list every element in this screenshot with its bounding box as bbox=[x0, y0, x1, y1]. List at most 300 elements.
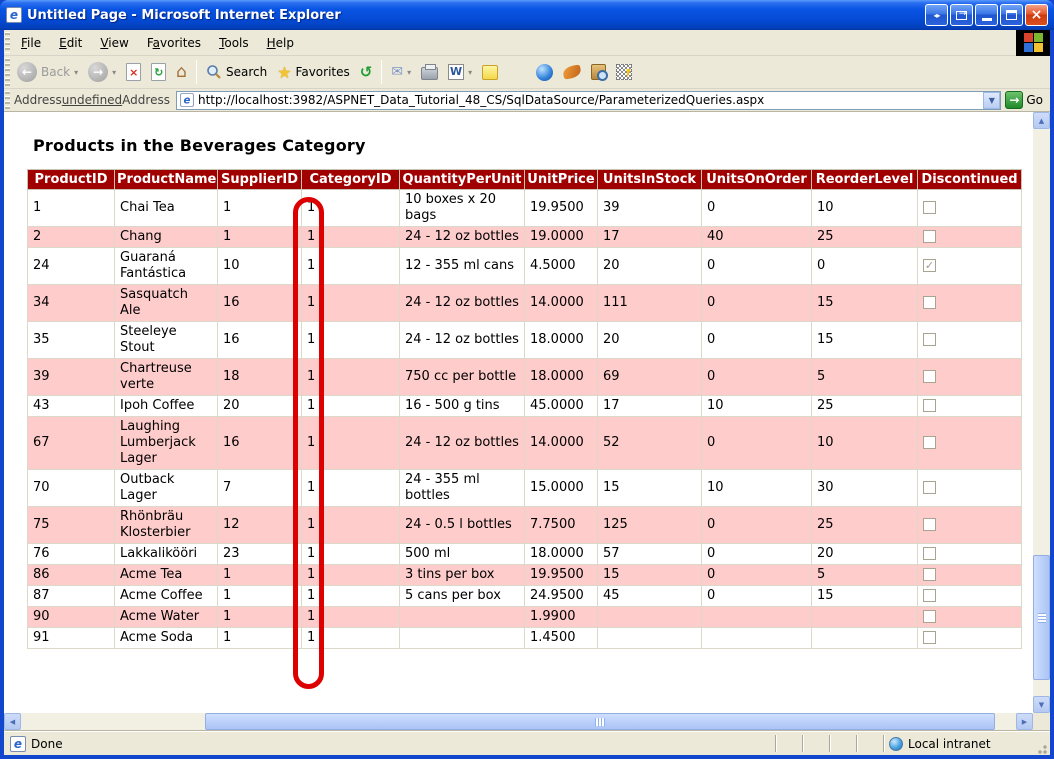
close-button[interactable] bbox=[1025, 4, 1048, 26]
table-cell: Sasquatch Ale bbox=[115, 285, 218, 322]
window-title: Untitled Page - Microsoft Internet Explorer bbox=[27, 7, 341, 23]
discontinued-checkbox bbox=[923, 481, 936, 494]
status-page-icon: e bbox=[10, 736, 26, 752]
table-cell: 0 bbox=[702, 417, 812, 470]
table-cell: 5 bbox=[812, 359, 918, 396]
table-cell bbox=[812, 628, 918, 649]
table-cell: 18 bbox=[218, 359, 302, 396]
favorites-label: Favorites bbox=[295, 65, 350, 79]
table-cell: 0 bbox=[702, 565, 812, 586]
menu-item-help[interactable]: Help bbox=[266, 35, 295, 50]
menu-item-view[interactable]: View bbox=[100, 35, 129, 50]
table-row bbox=[28, 396, 1022, 417]
research-button[interactable] bbox=[586, 61, 611, 83]
status-pane bbox=[832, 735, 855, 752]
table-cell: 10 bbox=[218, 248, 302, 285]
discontinued-checkbox bbox=[923, 333, 936, 346]
menu-item-favorites[interactable]: Favorites bbox=[146, 35, 202, 50]
table-cell bbox=[702, 628, 812, 649]
menu-item-file[interactable]: File bbox=[21, 35, 42, 50]
word-icon: W bbox=[450, 65, 463, 78]
search-icon bbox=[206, 64, 222, 80]
table-row bbox=[28, 190, 1022, 227]
discontinued-checkbox bbox=[923, 436, 936, 449]
discontinued-checkbox-checked: ✓ bbox=[924, 259, 935, 272]
search-label: Search bbox=[225, 65, 268, 79]
table-cell: 1 bbox=[218, 190, 302, 227]
table-cell: 1 bbox=[302, 544, 400, 565]
left-right-arrows-icon: ◂▸ bbox=[933, 10, 940, 20]
table-cell: 24 - 355 ml bottles bbox=[400, 470, 525, 507]
addon-button[interactable] bbox=[558, 63, 586, 81]
table-cell: 1 bbox=[302, 359, 400, 396]
discontinued-checkbox bbox=[923, 370, 936, 383]
status-text: Done bbox=[31, 736, 63, 751]
discontinued-checkbox bbox=[923, 230, 936, 243]
table-cell: 67 bbox=[28, 417, 115, 470]
table-cell bbox=[918, 586, 1022, 607]
table-cell: 18.0000 bbox=[525, 322, 598, 359]
table-cell: 1 bbox=[302, 322, 400, 359]
discontinued-checkbox bbox=[923, 518, 936, 531]
table-cell: 1 bbox=[302, 565, 400, 586]
scroll-left-button[interactable] bbox=[4, 713, 21, 730]
research-icon bbox=[591, 64, 606, 80]
table-cell: 57 bbox=[598, 544, 702, 565]
table-cell bbox=[918, 628, 1022, 649]
status-pane-separator bbox=[775, 735, 777, 752]
table-cell: 20 bbox=[598, 322, 702, 359]
mail-button[interactable] bbox=[386, 61, 416, 83]
status-pane-separator bbox=[883, 735, 885, 752]
table-cell: 1 bbox=[302, 586, 400, 607]
standard-toolbar bbox=[4, 56, 1050, 89]
table-cell: 0 bbox=[702, 248, 812, 285]
table-cell: 86 bbox=[28, 565, 115, 586]
column-header-productname: ProductName bbox=[115, 170, 218, 190]
menubar-grip[interactable] bbox=[5, 32, 10, 53]
table-cell: 1 bbox=[28, 190, 115, 227]
table-cell: 1 bbox=[218, 628, 302, 649]
status-pane-separator bbox=[829, 735, 831, 752]
table-cell: 24 bbox=[28, 248, 115, 285]
table-cell: 1 bbox=[302, 470, 400, 507]
discontinued-checkbox bbox=[923, 631, 936, 644]
home-icon: ⌂ bbox=[176, 62, 187, 82]
horizontal-scrollbar[interactable] bbox=[4, 713, 1050, 731]
favorites-star-icon: ★ bbox=[277, 62, 292, 82]
table-cell: 15 bbox=[598, 565, 702, 586]
table-cell: 0 bbox=[702, 544, 812, 565]
table-cell: 39 bbox=[28, 359, 115, 396]
table-cell: 24.9500 bbox=[525, 586, 598, 607]
table-row bbox=[28, 628, 1022, 649]
arrow-right-icon: ▶ bbox=[1021, 717, 1028, 726]
go-button[interactable] bbox=[1005, 91, 1047, 109]
table-cell: 10 bbox=[812, 417, 918, 470]
table-cell: 1 bbox=[302, 227, 400, 248]
table-cell: Rhönbräu Klosterbier bbox=[115, 507, 218, 544]
favorites-button[interactable] bbox=[272, 60, 355, 85]
table-cell: Acme Water bbox=[115, 607, 218, 628]
table-cell: 75 bbox=[28, 507, 115, 544]
status-pane bbox=[778, 735, 801, 752]
forward-icon: → bbox=[88, 62, 108, 82]
table-row bbox=[28, 248, 1022, 285]
pop-out-icon bbox=[956, 11, 967, 20]
table-cell: 2 bbox=[28, 227, 115, 248]
security-zone-icon bbox=[889, 737, 903, 751]
security-zone-label: Local intranet bbox=[908, 736, 991, 751]
table-cell bbox=[918, 248, 1022, 285]
table-cell: 20 bbox=[812, 544, 918, 565]
table-cell: 16 - 500 g tins bbox=[400, 396, 525, 417]
table-cell: 500 ml bbox=[400, 544, 525, 565]
table-cell: 1 bbox=[302, 417, 400, 470]
column-header-unitprice: UnitPrice bbox=[525, 170, 598, 190]
ie-page-icon: e bbox=[6, 7, 22, 23]
table-cell: 16 bbox=[218, 322, 302, 359]
table-cell: 0 bbox=[702, 285, 812, 322]
table-cell: 20 bbox=[598, 248, 702, 285]
table-cell: 750 cc per bottle bbox=[400, 359, 525, 396]
table-cell: 20 bbox=[218, 396, 302, 417]
scroll-up-button[interactable] bbox=[1033, 112, 1050, 129]
table-cell: 15 bbox=[812, 586, 918, 607]
table-cell: 10 bbox=[702, 396, 812, 417]
table-cell bbox=[918, 607, 1022, 628]
table-cell: 15.0000 bbox=[525, 470, 598, 507]
table-cell: 14.0000 bbox=[525, 285, 598, 322]
discuss-button[interactable] bbox=[477, 62, 503, 83]
go-label: Go bbox=[1026, 93, 1043, 107]
edit-dropdown-icon: ▾ bbox=[468, 67, 473, 77]
table-cell: 76 bbox=[28, 544, 115, 565]
table-cell: 1 bbox=[218, 227, 302, 248]
table-cell: 24 - 0.5 l bottles bbox=[400, 507, 525, 544]
status-pane bbox=[805, 735, 828, 752]
developer-tool-button[interactable] bbox=[611, 61, 637, 83]
table-row bbox=[28, 565, 1022, 586]
scrollbar-corner bbox=[1033, 713, 1050, 731]
table-cell: 5 cans per box bbox=[400, 586, 525, 607]
discontinued-checkbox bbox=[923, 568, 936, 581]
table-cell: 10 bbox=[812, 190, 918, 227]
table-cell: 1 bbox=[302, 285, 400, 322]
history-icon: ↺ bbox=[359, 63, 373, 81]
table-cell: 14.0000 bbox=[525, 417, 598, 470]
table-cell: Acme Soda bbox=[115, 628, 218, 649]
table-header-row bbox=[28, 170, 1022, 190]
column-header-discontinued: Discontinued bbox=[918, 170, 1022, 190]
home-button[interactable] bbox=[171, 59, 192, 85]
address-label: AddressundefinedAddress bbox=[14, 93, 170, 107]
maximize-button[interactable] bbox=[1000, 4, 1023, 26]
table-cell: 1 bbox=[302, 607, 400, 628]
vertical-scroll-thumb[interactable] bbox=[1033, 555, 1050, 680]
table-cell bbox=[400, 607, 525, 628]
status-bar bbox=[4, 731, 1050, 755]
products-gridview bbox=[27, 169, 1022, 649]
history-button[interactable] bbox=[355, 60, 378, 84]
table-cell: 15 bbox=[812, 285, 918, 322]
table-row bbox=[28, 586, 1022, 607]
arrow-up-icon: ▲ bbox=[1038, 116, 1045, 125]
table-cell: 24 - 12 oz bottles bbox=[400, 417, 525, 470]
status-pane-separator bbox=[802, 735, 804, 752]
scroll-down-button[interactable] bbox=[1033, 696, 1050, 713]
table-cell bbox=[918, 470, 1022, 507]
column-header-unitsinstock: UnitsInStock bbox=[598, 170, 702, 190]
forward-dropdown-icon: ▾ bbox=[112, 67, 117, 77]
table-cell: 1.4500 bbox=[525, 628, 598, 649]
edit-with-word-button[interactable] bbox=[443, 61, 477, 83]
table-cell: Chartreuse verte bbox=[115, 359, 218, 396]
scroll-right-button[interactable] bbox=[1016, 713, 1033, 730]
table-row bbox=[28, 322, 1022, 359]
table-row bbox=[28, 607, 1022, 628]
stop-icon: × bbox=[129, 65, 139, 79]
table-cell bbox=[598, 607, 702, 628]
table-cell: 70 bbox=[28, 470, 115, 507]
table-row bbox=[28, 544, 1022, 565]
table-cell: 1 bbox=[218, 586, 302, 607]
table-cell: 30 bbox=[812, 470, 918, 507]
discontinued-checkbox bbox=[923, 201, 936, 214]
table-cell bbox=[918, 544, 1022, 565]
table-cell: 1 bbox=[302, 628, 400, 649]
table-row bbox=[28, 417, 1022, 470]
table-cell: 0 bbox=[702, 507, 812, 544]
table-cell: 90 bbox=[28, 607, 115, 628]
table-cell: 19.9500 bbox=[525, 190, 598, 227]
table-cell: 0 bbox=[702, 322, 812, 359]
refresh-icon: ↻ bbox=[154, 65, 164, 79]
note-icon bbox=[482, 65, 498, 80]
table-cell: 24 - 12 oz bottles bbox=[400, 322, 525, 359]
menu-item-edit[interactable]: Edit bbox=[59, 35, 83, 50]
toolbar-separator bbox=[381, 60, 382, 84]
table-cell: 45 bbox=[598, 586, 702, 607]
table-cell: 7.7500 bbox=[525, 507, 598, 544]
restore-size-button[interactable] bbox=[925, 4, 948, 26]
minimize-button[interactable] bbox=[975, 4, 998, 26]
column-header-reorderlevel: ReorderLevel bbox=[812, 170, 918, 190]
table-cell: 12 bbox=[218, 507, 302, 544]
arrow-left-icon: ◀ bbox=[9, 717, 16, 726]
table-cell: 35 bbox=[28, 322, 115, 359]
discontinued-checkbox bbox=[923, 399, 936, 412]
address-bar bbox=[4, 89, 1050, 112]
table-cell bbox=[918, 322, 1022, 359]
table-cell: Acme Coffee bbox=[115, 586, 218, 607]
address-field[interactable] bbox=[176, 91, 1001, 110]
table-cell bbox=[918, 396, 1022, 417]
table-cell: 24 - 12 oz bottles bbox=[400, 227, 525, 248]
back-button[interactable] bbox=[12, 59, 83, 85]
table-cell: 10 bbox=[702, 470, 812, 507]
windows-logo bbox=[1016, 30, 1050, 56]
table-cell: 25 bbox=[812, 507, 918, 544]
table-row bbox=[28, 507, 1022, 544]
table-cell: 25 bbox=[812, 227, 918, 248]
back-dropdown-icon: ▾ bbox=[74, 67, 79, 77]
table-cell: 111 bbox=[598, 285, 702, 322]
table-row bbox=[28, 227, 1022, 248]
table-cell bbox=[918, 227, 1022, 248]
table-cell: 91 bbox=[28, 628, 115, 649]
table-cell bbox=[812, 607, 918, 628]
table-cell bbox=[918, 417, 1022, 470]
table-cell: 17 bbox=[598, 396, 702, 417]
table-cell: Chai Tea bbox=[115, 190, 218, 227]
table-cell: 1 bbox=[302, 507, 400, 544]
table-cell bbox=[918, 285, 1022, 322]
table-cell: 1 bbox=[302, 248, 400, 285]
minimize-icon bbox=[982, 18, 992, 21]
table-cell: Steeleye Stout bbox=[115, 322, 218, 359]
table-cell: 12 - 355 ml cans bbox=[400, 248, 525, 285]
table-cell: 87 bbox=[28, 586, 115, 607]
table-cell: 52 bbox=[598, 417, 702, 470]
vertical-scrollbar[interactable] bbox=[1033, 112, 1050, 713]
status-pane-separator bbox=[856, 735, 858, 752]
table-cell: 1 bbox=[302, 190, 400, 227]
column-header-categoryid: CategoryID bbox=[302, 170, 400, 190]
messenger-button[interactable] bbox=[531, 61, 558, 84]
arrow-down-icon: ▼ bbox=[1038, 700, 1045, 709]
messenger-icon bbox=[536, 64, 553, 81]
discontinued-checkbox bbox=[923, 547, 936, 560]
discontinued-checkbox bbox=[923, 296, 936, 309]
table-cell: 16 bbox=[218, 417, 302, 470]
table-cell: 5 bbox=[812, 565, 918, 586]
table-row bbox=[28, 470, 1022, 507]
print-button[interactable] bbox=[416, 61, 443, 83]
table-cell: 1 bbox=[218, 607, 302, 628]
table-cell: 69 bbox=[598, 359, 702, 396]
stop-button[interactable] bbox=[121, 60, 146, 84]
table-cell: 15 bbox=[598, 470, 702, 507]
addon-icon bbox=[562, 64, 582, 79]
table-cell: 45.0000 bbox=[525, 396, 598, 417]
address-url: http://localhost:3982/ASPNET_Data_Tutorial_48_CS/SqlDataSource/ParameterizedQueries.aspx bbox=[197, 93, 765, 107]
column-header-quantityperunit: QuantityPerUnit bbox=[400, 170, 525, 190]
table-cell bbox=[918, 359, 1022, 396]
table-cell: Laughing Lumberjack Lager bbox=[115, 417, 218, 470]
back-icon: ← bbox=[17, 62, 37, 82]
back-label: Back bbox=[41, 65, 71, 79]
grid-lightning-icon bbox=[616, 64, 632, 80]
table-cell bbox=[918, 190, 1022, 227]
table-cell bbox=[400, 628, 525, 649]
close-icon: × bbox=[1030, 7, 1043, 23]
horizontal-scroll-thumb[interactable] bbox=[205, 713, 995, 730]
table-cell: 0 bbox=[702, 359, 812, 396]
table-cell: 18.0000 bbox=[525, 544, 598, 565]
column-header-productid: ProductID bbox=[28, 170, 115, 190]
menu-item-tools[interactable]: Tools bbox=[219, 35, 249, 50]
chevron-down-icon: ▼ bbox=[988, 95, 995, 105]
table-cell bbox=[918, 565, 1022, 586]
table-cell: 4.5000 bbox=[525, 248, 598, 285]
table-cell: 25 bbox=[812, 396, 918, 417]
mail-icon: ✉ bbox=[391, 64, 404, 80]
page-content bbox=[4, 112, 1033, 713]
page-icon: e bbox=[180, 93, 194, 107]
table-cell: Ipoh Coffee bbox=[115, 396, 218, 417]
pop-out-button[interactable] bbox=[950, 4, 973, 26]
table-cell: 0 bbox=[812, 248, 918, 285]
toolbar-grip[interactable] bbox=[5, 58, 10, 86]
toolbar-separator bbox=[196, 60, 197, 84]
status-pane bbox=[859, 735, 882, 752]
table-cell: Chang bbox=[115, 227, 218, 248]
table-cell: 18.0000 bbox=[525, 359, 598, 396]
table-cell: 34 bbox=[28, 285, 115, 322]
table-cell: 39 bbox=[598, 190, 702, 227]
table-cell: 0 bbox=[702, 190, 812, 227]
table-cell: 24 - 12 oz bottles bbox=[400, 285, 525, 322]
table-cell: 10 boxes x 20 bags bbox=[400, 190, 525, 227]
table-cell: 3 tins per box bbox=[400, 565, 525, 586]
table-cell: 43 bbox=[28, 396, 115, 417]
table-cell: 19.0000 bbox=[525, 227, 598, 248]
print-icon bbox=[421, 67, 438, 80]
table-cell: 23 bbox=[218, 544, 302, 565]
page-title: Products in the Beverages Category bbox=[33, 136, 366, 155]
horizontal-scroll-track[interactable] bbox=[21, 713, 1016, 731]
table-cell: 1 bbox=[218, 565, 302, 586]
table-cell: 1 bbox=[302, 396, 400, 417]
table-row bbox=[28, 285, 1022, 322]
refresh-button[interactable] bbox=[146, 60, 171, 84]
windows-flag-icon bbox=[1024, 33, 1043, 52]
maximize-icon bbox=[1006, 10, 1017, 20]
discontinued-checkbox bbox=[923, 610, 936, 623]
table-cell: 40 bbox=[702, 227, 812, 248]
table-cell: 0 bbox=[702, 586, 812, 607]
table-cell: 16 bbox=[218, 285, 302, 322]
table-cell: 19.9500 bbox=[525, 565, 598, 586]
table-cell bbox=[918, 507, 1022, 544]
discontinued-checkbox bbox=[923, 589, 936, 602]
table-cell: Lakkalikööri bbox=[115, 544, 218, 565]
title-bar bbox=[0, 0, 1054, 30]
table-row bbox=[28, 359, 1022, 396]
table-cell: 15 bbox=[812, 322, 918, 359]
address-dropdown-button[interactable] bbox=[983, 92, 1000, 109]
search-button[interactable] bbox=[201, 61, 272, 83]
go-arrow-icon: → bbox=[1005, 91, 1023, 109]
table-cell: Acme Tea bbox=[115, 565, 218, 586]
column-header-supplierid: SupplierID bbox=[218, 170, 302, 190]
column-header-unitsonorder: UnitsOnOrder bbox=[702, 170, 812, 190]
menu-bar bbox=[4, 30, 1050, 56]
table-cell: 1.9900 bbox=[525, 607, 598, 628]
mail-dropdown-icon: ▾ bbox=[407, 67, 412, 77]
resize-grip[interactable] bbox=[1034, 741, 1048, 755]
forward-button[interactable] bbox=[83, 59, 121, 85]
table-cell bbox=[702, 607, 812, 628]
addressbar-grip[interactable] bbox=[5, 91, 10, 109]
table-cell: 7 bbox=[218, 470, 302, 507]
table-cell bbox=[598, 628, 702, 649]
table-cell: Outback Lager bbox=[115, 470, 218, 507]
table-cell: 17 bbox=[598, 227, 702, 248]
table-cell: Guaraná Fantástica bbox=[115, 248, 218, 285]
table-cell: 125 bbox=[598, 507, 702, 544]
